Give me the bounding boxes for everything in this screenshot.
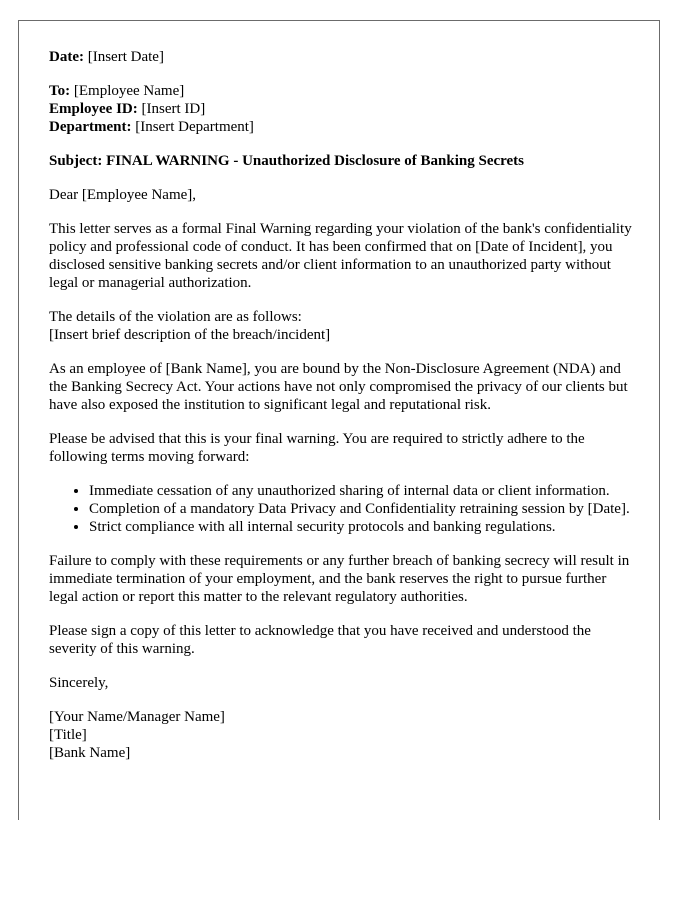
paragraph-final-warning: Please be advised that this is your final warning. You are required to strictly adhere to the following terms moving forward:: [49, 431, 585, 465]
letter-page: [18, 20, 660, 820]
salutation: Dear [Employee Name],: [49, 187, 197, 203]
employee-id-value: [Insert ID]: [141, 101, 206, 117]
letter-body: [49, 48, 639, 762]
subject-line: Subject: FINAL WARNING - Unauthorized Disclosure of Banking Secrets: [49, 153, 525, 169]
to-value: [Employee Name]: [73, 83, 185, 99]
signature-block: [49, 708, 639, 762]
violation-details: [49, 308, 639, 344]
department-label: Department:: [49, 119, 132, 135]
paragraph-consequences: Failure to comply with these requirements or any further breach of banking secrecy will result in immediate termination of your employment, and the bank reserves the right to pursue further legal action or report this matter to the relevant regulatory authorities.: [49, 553, 630, 605]
date-line: [49, 48, 639, 66]
terms-list: [49, 482, 639, 536]
signature-name: [Your Name/Manager Name]: [49, 709, 225, 725]
paragraph-acknowledgement: Please sign a copy of this letter to acknowledge that you have received and understood the severity of this warning.: [49, 623, 591, 657]
list-item: • Immediate cessation of any unauthorized sharing of internal data or client information.: [89, 482, 639, 500]
paragraph-obligations: As an employee of [Bank Name], you are bound by the Non-Disclosure Agreement (NDA) and the Banking Secrecy Act. Your actions have not only compromised the privacy of our clients but have also exposed the institution to significant legal and reputational risk.: [49, 361, 628, 413]
details-intro: The details of the violation are as follows:: [49, 309, 302, 325]
employee-id-label: Employee ID:: [49, 101, 138, 117]
paragraph-intro: This letter serves as a formal Final Warning regarding your violation of the bank's confidentiality policy and professional code of conduct. It has been confirmed that on [Date of Incident], you disclosed sensitive banking secrets and/or client information to an unauthorized party without legal or managerial authorization.: [49, 221, 632, 291]
closing: Sincerely,: [49, 675, 109, 691]
list-item: • Strict compliance with all internal security protocols and banking regulations.: [89, 518, 639, 536]
details-placeholder: [Insert brief description of the breach/incident]: [49, 327, 331, 343]
list-item: • Completion of a mandatory Data Privacy and Confidentiality retraining session by [Date].: [89, 500, 639, 518]
recipient-block: [49, 82, 639, 136]
date-label: Date:: [49, 49, 84, 65]
department-value: [Insert Department]: [135, 119, 254, 135]
to-label: To:: [49, 83, 71, 99]
date-value: [Insert Date]: [87, 49, 164, 65]
signature-title: [Title]: [49, 727, 87, 743]
signature-bank: [Bank Name]: [49, 745, 131, 761]
